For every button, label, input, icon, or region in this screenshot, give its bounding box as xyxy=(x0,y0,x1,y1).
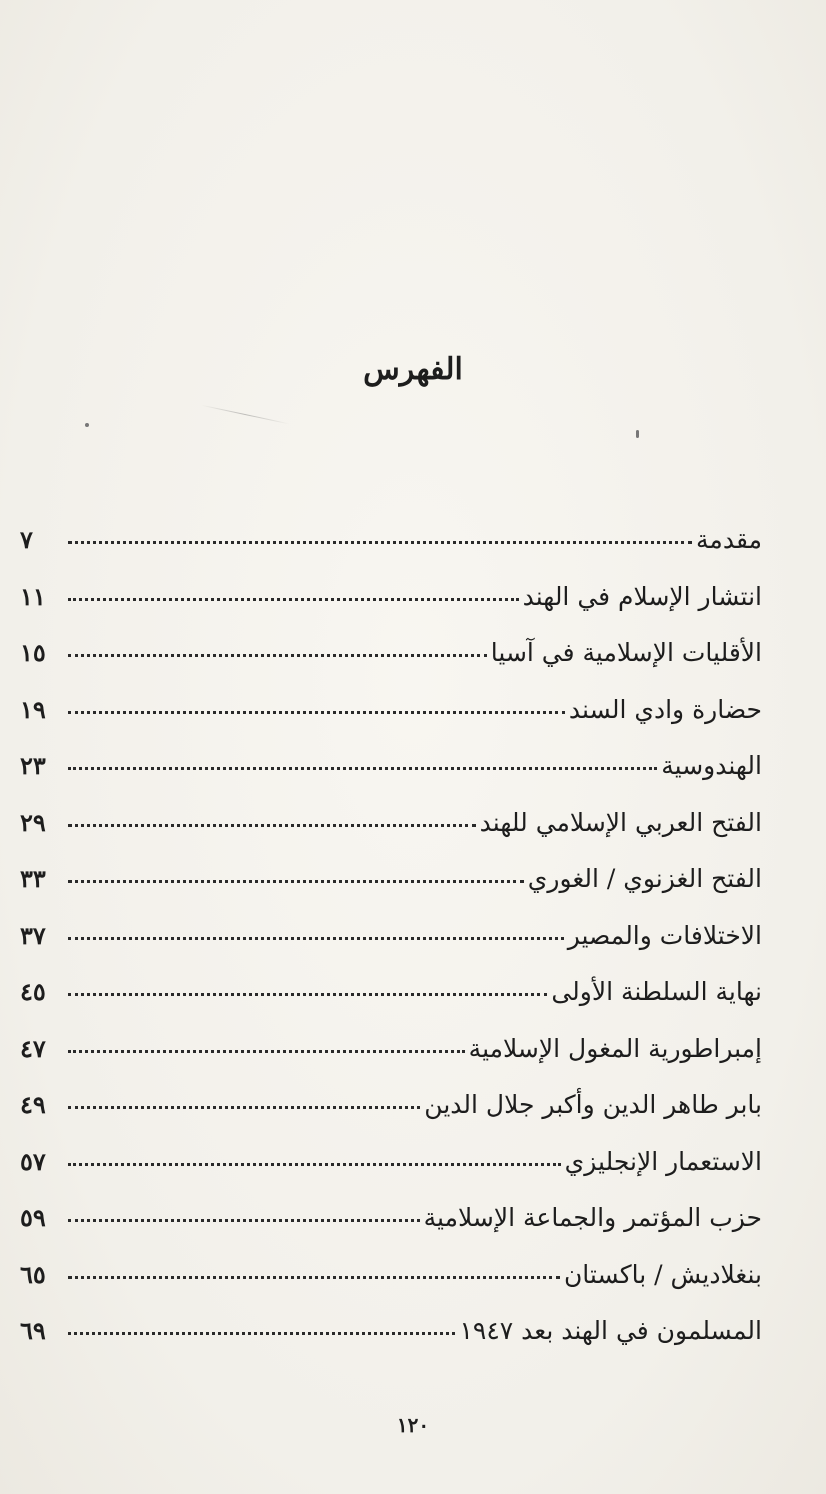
toc-entry-title: انتشار الإسلام في الهند xyxy=(522,581,762,611)
toc-entry xyxy=(20,512,762,569)
toc-entry-page: ٥٩ xyxy=(20,1203,46,1232)
toc-entry-title: الفتح العربي الإسلامي للهند xyxy=(479,807,762,837)
toc-entry-title: المسلمون في الهند بعد ١٩٤٧ xyxy=(459,1316,762,1345)
dot-leader xyxy=(68,708,565,714)
dot-leader xyxy=(68,990,547,996)
toc-entry-page: ٤٧ xyxy=(20,1033,46,1063)
toc-entry-page: ٤٩ xyxy=(20,1090,46,1119)
toc-entry-title: نهاية السلطنة الأولى xyxy=(551,977,762,1006)
toc-entry-page: ٤٥ xyxy=(20,977,46,1006)
toc-entry-title: الهندوسية xyxy=(661,751,762,780)
paper-speck xyxy=(85,423,89,427)
toc-entry-page: ٢٩ xyxy=(20,807,46,837)
toc-entry xyxy=(20,1190,762,1247)
toc-entry xyxy=(20,1021,762,1078)
toc-entry-page: ٦٩ xyxy=(20,1316,46,1345)
toc-entry-page: ٥٧ xyxy=(20,1146,46,1176)
dot-leader xyxy=(68,595,519,601)
toc-entry-title: مقدمة xyxy=(696,525,762,554)
toc-entry-title: الفتح الغزنوي / الغوري xyxy=(527,864,762,893)
paper-smudge xyxy=(201,405,289,425)
toc-entry-page: ١٩ xyxy=(20,694,46,724)
toc-entry xyxy=(20,625,762,682)
dot-leader xyxy=(68,934,564,940)
dot-leader xyxy=(68,821,476,827)
toc-entry-title: حضارة وادي السند xyxy=(568,694,762,724)
dot-leader xyxy=(68,538,692,544)
paper-speck xyxy=(636,430,639,438)
toc-entry-title: بابر طاهر الدين وأكبر جلال الدين xyxy=(424,1090,762,1119)
dot-leader xyxy=(68,877,524,883)
dot-leader xyxy=(68,1103,420,1109)
toc-entry-title: الاستعمار الإنجليزي xyxy=(564,1146,762,1176)
dot-leader xyxy=(68,1047,465,1053)
toc-entry xyxy=(20,1134,762,1191)
dot-leader xyxy=(68,651,487,657)
toc-entry-page: ٦٥ xyxy=(20,1259,46,1289)
dot-leader xyxy=(68,764,657,770)
toc-entry xyxy=(20,1247,762,1304)
toc-entry xyxy=(20,738,762,795)
toc-entry xyxy=(20,851,762,908)
toc-entry-page: ٢٣ xyxy=(20,751,46,780)
page-number: ١٢٠ xyxy=(396,1413,430,1437)
toc-entry xyxy=(20,964,762,1021)
dot-leader xyxy=(68,1216,420,1222)
toc-entry xyxy=(20,1303,762,1360)
toc-entry-title: بنغلاديش / باكستان xyxy=(563,1259,762,1289)
toc-entry-page: ٣٣ xyxy=(20,864,46,893)
table-of-contents xyxy=(20,512,762,1360)
dot-leader xyxy=(68,1273,560,1279)
toc-entry xyxy=(20,569,762,626)
toc-entry-title: إمبراطورية المغول الإسلامية xyxy=(468,1033,762,1063)
toc-entry-page: ٧ xyxy=(20,525,33,554)
toc-entry-page: ٣٧ xyxy=(20,920,46,950)
toc-entry xyxy=(20,682,762,739)
dot-leader xyxy=(68,1329,455,1335)
toc-entry xyxy=(20,908,762,965)
toc-entry-title: حزب المؤتمر والجماعة الإسلامية xyxy=(423,1203,762,1232)
toc-entry xyxy=(20,1077,762,1134)
toc-entry-title: الاختلافات والمصير xyxy=(567,920,762,950)
toc-entry-page: ١٥ xyxy=(20,638,46,667)
toc-entry-title: الأقليات الإسلامية في آسيا xyxy=(490,638,762,667)
dot-leader xyxy=(68,1160,561,1166)
toc-entry xyxy=(20,795,762,852)
page-title: الفهرس xyxy=(363,352,463,387)
toc-entry-page: ١١ xyxy=(20,581,46,611)
